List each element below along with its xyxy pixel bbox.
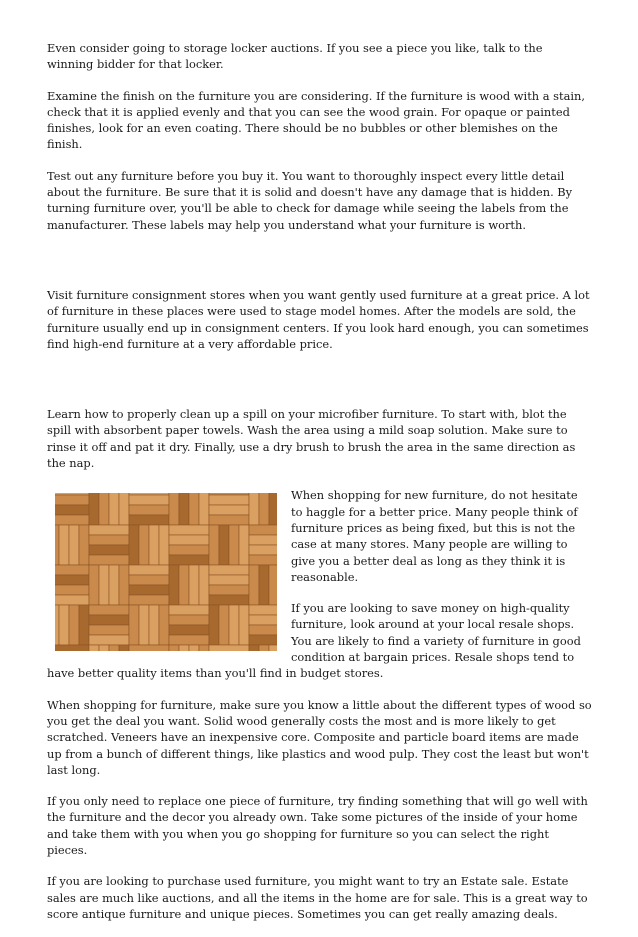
parquet-strip bbox=[199, 493, 209, 525]
parquet-strip bbox=[249, 535, 277, 545]
parquet-strip bbox=[55, 585, 89, 595]
parquet-strip bbox=[229, 525, 239, 565]
parquet-strip bbox=[179, 645, 189, 651]
parquet-strip bbox=[249, 635, 277, 645]
parquet-strip bbox=[239, 605, 249, 645]
parquet-strip bbox=[259, 493, 269, 525]
parquet-strip bbox=[169, 555, 209, 565]
parquet-strip bbox=[55, 565, 89, 575]
parquet-strip bbox=[189, 565, 199, 605]
parquet-strip bbox=[59, 605, 69, 645]
paragraph-test-furniture: Test out any furniture before you buy it. You want to thoroughly inspect every little detail about the furniture. Be sure that it is solid and doesn't have any damage that is hidden. By turning furniture over, you'll be able to check for damage while seeing the labels from the manufacturer. These labels may help you understand what your furniture is worth. bbox=[47, 168, 573, 232]
parquet-strip bbox=[109, 565, 119, 605]
parquet-floor-image bbox=[55, 493, 277, 651]
parquet-strip bbox=[89, 615, 129, 625]
parquet-strip bbox=[159, 525, 169, 565]
parquet-strip bbox=[169, 535, 209, 545]
parquet-strip bbox=[219, 525, 229, 565]
parquet-strip bbox=[129, 605, 139, 645]
paragraph-replace-one-piece: If you only need to replace one piece of furniture, try finding something that will go well with the furniture and the decor you already own. Take some pictures of the inside of your home and take them with you when you go shopping for furniture so you can select the right pieces. bbox=[47, 794, 588, 857]
parquet-strip bbox=[219, 605, 229, 645]
parquet-strip bbox=[99, 565, 109, 605]
parquet-strip bbox=[119, 645, 129, 651]
parquet-strip bbox=[89, 525, 129, 535]
parquet-strip bbox=[209, 565, 249, 575]
parquet-floor-icon bbox=[55, 493, 277, 651]
parquet-strip bbox=[55, 645, 89, 651]
document-page bbox=[47, 40, 592, 937]
parquet-strip bbox=[269, 645, 277, 651]
parquet-strip bbox=[199, 645, 209, 651]
parquet-strip bbox=[209, 645, 249, 651]
parquet-strip bbox=[169, 605, 209, 615]
parquet-strip bbox=[239, 525, 249, 565]
parquet-strip bbox=[129, 525, 139, 565]
parquet-strip bbox=[89, 635, 129, 645]
parquet-strip bbox=[169, 615, 209, 625]
parquet-strip bbox=[55, 605, 59, 645]
parquet-strip bbox=[189, 493, 199, 525]
parquet-strip bbox=[249, 625, 277, 635]
parquet-strip bbox=[99, 645, 109, 651]
parquet-strip bbox=[139, 605, 149, 645]
parquet-strip bbox=[129, 645, 169, 651]
parquet-strip bbox=[209, 605, 219, 645]
parquet-strip bbox=[89, 555, 129, 565]
parquet-strip bbox=[169, 525, 209, 535]
paragraph-consignment-stores: Visit furniture consignment stores when you want gently used furniture at a great price. A lot of furniture in these places were used to stage model homes. After the models are sold, the furniture usually end up in consignment centers. If you look hard enough, you can sometimes find high-end furniture at a very affordable price. bbox=[47, 287, 590, 351]
parquet-strip bbox=[209, 585, 249, 595]
parquet-strip bbox=[79, 605, 89, 645]
figure-section bbox=[47, 487, 592, 681]
paragraph-types-of-wood: When shopping for furniture, make sure you know a little about the different types of wood so you get the deal you want. Solid wood generally costs the most and is more likely to get scratched. Veneers have an inexpensive core. Composite and particle board items are made up from a bunch of different things, like plastics and wood pulp. They cost the least but won't last long. bbox=[47, 697, 592, 777]
parquet-strip bbox=[209, 575, 249, 585]
parquet-strip bbox=[89, 535, 129, 545]
parquet-strip bbox=[179, 565, 189, 605]
parquet-strip bbox=[249, 645, 259, 651]
parquet-strip bbox=[89, 565, 99, 605]
parquet-strip bbox=[169, 645, 179, 651]
parquet-strip bbox=[269, 565, 277, 605]
parquet-strip bbox=[149, 525, 159, 565]
parquet-strip bbox=[89, 605, 129, 615]
parquet-strip bbox=[55, 495, 89, 505]
parquet-strip bbox=[249, 525, 277, 535]
spacer bbox=[47, 248, 592, 287]
parquet-strip bbox=[249, 555, 277, 565]
spacer bbox=[47, 367, 592, 406]
parquet-strip bbox=[249, 493, 259, 525]
parquet-strip bbox=[169, 565, 179, 605]
parquet-strip bbox=[149, 605, 159, 645]
parquet-strip bbox=[129, 595, 169, 605]
parquet-strip bbox=[169, 545, 209, 555]
parquet-strip bbox=[89, 625, 129, 635]
parquet-strip bbox=[79, 525, 89, 565]
parquet-strip bbox=[55, 575, 89, 585]
parquet-strip bbox=[129, 505, 169, 515]
parquet-strip bbox=[139, 525, 149, 565]
parquet-strip bbox=[179, 493, 189, 525]
parquet-strip bbox=[89, 545, 129, 555]
parquet-strip bbox=[189, 645, 199, 651]
paragraph-estate-sale: If you are looking to purchase used furniture, you might want to try an Estate sale. Estate sales are much like auctions, and all the items in the home are for sale. This is a great way to score antique furniture and unique pieces. Sometimes you can get really amazing deals. bbox=[47, 874, 588, 921]
parquet-strip bbox=[169, 635, 209, 645]
parquet-strip bbox=[249, 565, 259, 605]
parquet-strip bbox=[129, 585, 169, 595]
parquet-strip bbox=[209, 595, 249, 605]
parquet-strip bbox=[89, 645, 99, 651]
parquet-strip bbox=[199, 565, 209, 605]
parquet-strip bbox=[109, 493, 119, 525]
parquet-strip bbox=[129, 495, 169, 505]
parquet-strip bbox=[209, 495, 249, 505]
parquet-strip bbox=[169, 625, 209, 635]
parquet-strip bbox=[159, 605, 169, 645]
paragraph-examine-finish: Examine the finish on the furniture you are considering. If the furniture is wood with a stain, check that it is applied evenly and that you can see the wood grain. For opaque or painted finishes, look for an even coating. There should be no bubbles or other blemishes on the finish. bbox=[47, 88, 585, 152]
paragraph-haggle: When shopping for new furniture, do not hesitate to haggle for a better price. Many people think of furniture prices as being fixed, but this is not the case at many stores. Many people are willing to give you a better deal as long as they think it is reasonable. bbox=[291, 488, 578, 584]
parquet-strip bbox=[209, 525, 219, 565]
parquet-strip bbox=[129, 565, 169, 575]
parquet-strip bbox=[55, 505, 89, 515]
paragraph-microfiber-spill: Learn how to properly clean up a spill on your microfiber furniture. To start with, blot the spill with absorbent paper towels. Wash the area using a mild soap solution. Make sure to rinse it off and pat it dry. Finally, use a dry brush to brush the area in the same direction as the nap. bbox=[47, 407, 576, 471]
parquet-strip bbox=[59, 525, 69, 565]
parquet-strip bbox=[259, 645, 269, 651]
parquet-strip bbox=[69, 605, 79, 645]
parquet-strip bbox=[249, 545, 277, 555]
parquet-strip bbox=[249, 605, 277, 615]
paragraph-resale-shops: If you are looking to save money on high-quality furniture, look around at your local resale shops. You are likely to find a variety of furniture in good condition at bargain prices. Resale shops tend to have better quality items than you'll find in budget stores. bbox=[47, 601, 581, 681]
parquet-strip bbox=[269, 493, 277, 525]
parquet-strip bbox=[55, 595, 89, 605]
parquet-strip bbox=[55, 515, 89, 525]
parquet-strip bbox=[209, 515, 249, 525]
parquet-strip bbox=[55, 525, 59, 565]
parquet-strip bbox=[169, 493, 179, 525]
parquet-strip bbox=[259, 565, 269, 605]
parquet-strip bbox=[129, 575, 169, 585]
parquet-strip bbox=[119, 565, 129, 605]
parquet-strip bbox=[109, 645, 119, 651]
parquet-strip bbox=[119, 493, 129, 525]
parquet-strip bbox=[209, 505, 249, 515]
parquet-strip bbox=[249, 615, 277, 625]
parquet-strip bbox=[69, 525, 79, 565]
parquet-strip bbox=[229, 605, 239, 645]
parquet-strip bbox=[89, 493, 99, 525]
parquet-strip bbox=[129, 515, 169, 525]
parquet-strip bbox=[99, 493, 109, 525]
paragraph-storage-auctions: Even consider going to storage locker auctions. If you see a piece you like, talk to the winning bidder for that locker. bbox=[47, 41, 543, 72]
